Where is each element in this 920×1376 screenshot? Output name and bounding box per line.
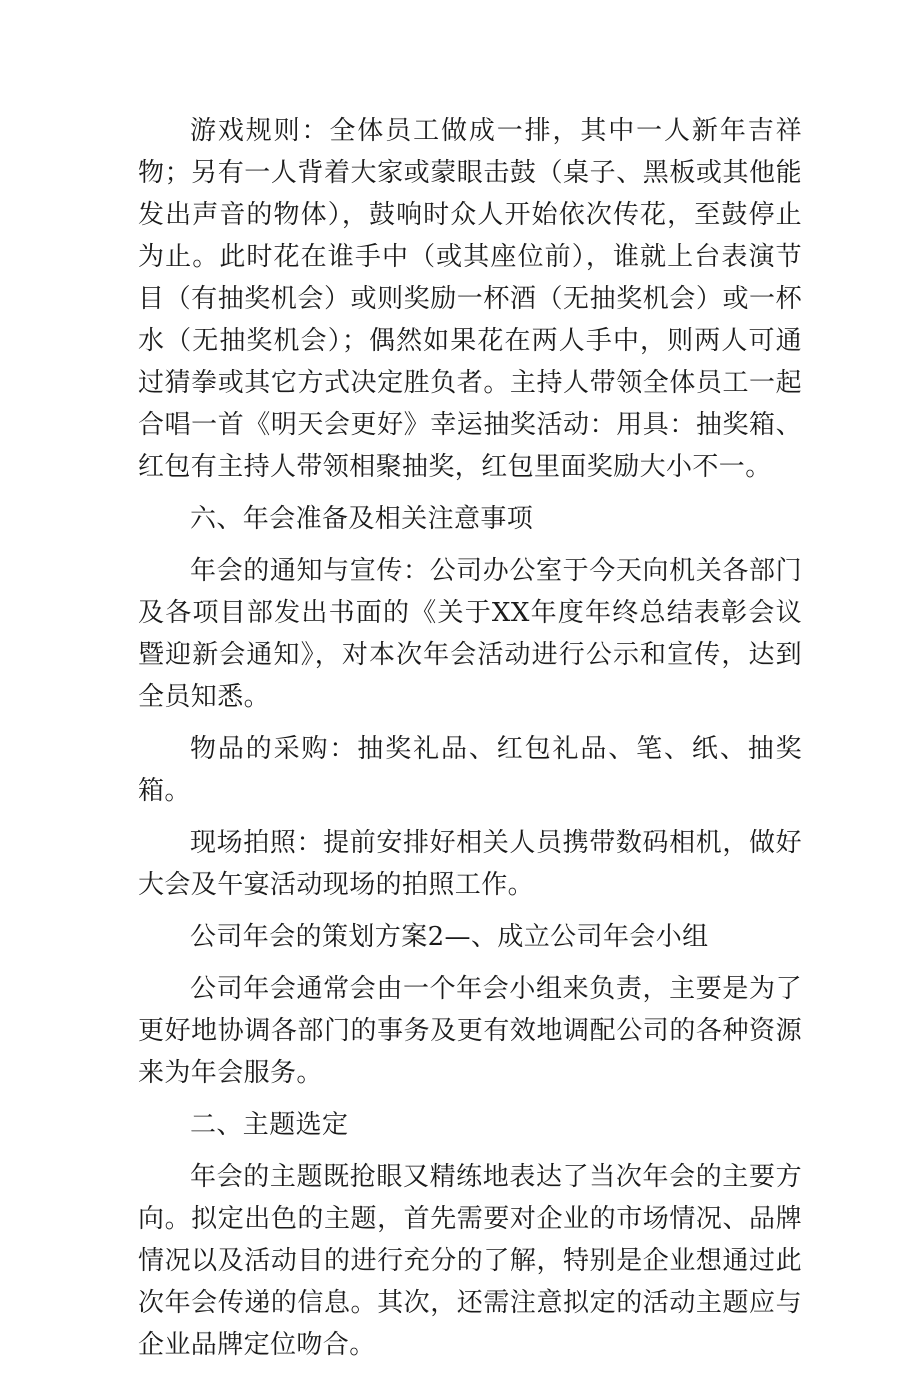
paragraph-photography: 现场拍照：提前安排好相关人员携带数码相机，做好大会及午宴活动现场的拍照工作。: [138, 828, 802, 900]
paragraph-notice: 年会的通知与宣传：公司办公室于今天向机关各部门及各项目部发出书面的《关于XX年度年终总结表彰会议暨迎新会通知》，对本次年会活动进行公示和宣传，达到全员知悉。: [138, 556, 802, 712]
paragraph-game-rules: 游戏规则：全体员工做成一排，其中一人新年吉祥物；另有一人背着大家或蒙眼击鼓（桌子、黑板或其他能发出声音的物体），鼓响时众人开始依次传花，至鼓停止为止。此时花在谁手中（或其座位前），谁就上台表演节目（有抽奖机会）或则奖励一杯酒（无抽奖机会）或一杯水（无抽奖机会）；偶然如果花在两人手中，则两人可通过猜拳或其它方式决定胜负者。主持人带领全体员工一起合唱一首《明天会更好》幸运抽奖活动：用具：抽奖箱、红包有主持人带领相聚抽奖，红包里面奖励大小不一。: [138, 116, 802, 482]
paragraph-theme: 年会的主题既抢眼又精练地表达了当次年会的主要方向。拟定出色的主题，首先需要对企业的市场情况、品牌情况以及活动目的进行充分的了解，特别是企业想通过此次年会传递的信息。其次，还需注意拟定的活动主题应与企业品牌定位吻合。: [138, 1162, 802, 1360]
heading-plan-two: 公司年会的策划方案2—、成立公司年会小组: [190, 922, 709, 952]
heading-theme: 二、主题选定: [190, 1110, 349, 1140]
heading-section-six: 六、年会准备及相关注意事项: [190, 504, 534, 534]
document-body: [138, 110, 802, 1376]
paragraph-purchasing: 物品的采购：抽奖礼品、红包礼品、笔、纸、抽奖箱。: [138, 734, 802, 806]
paragraph-team: 公司年会通常会由一个年会小组来负责，主要是为了更好地协调各部门的事务及更有效地调配公司的各种资源来为年会服务。: [138, 974, 802, 1088]
